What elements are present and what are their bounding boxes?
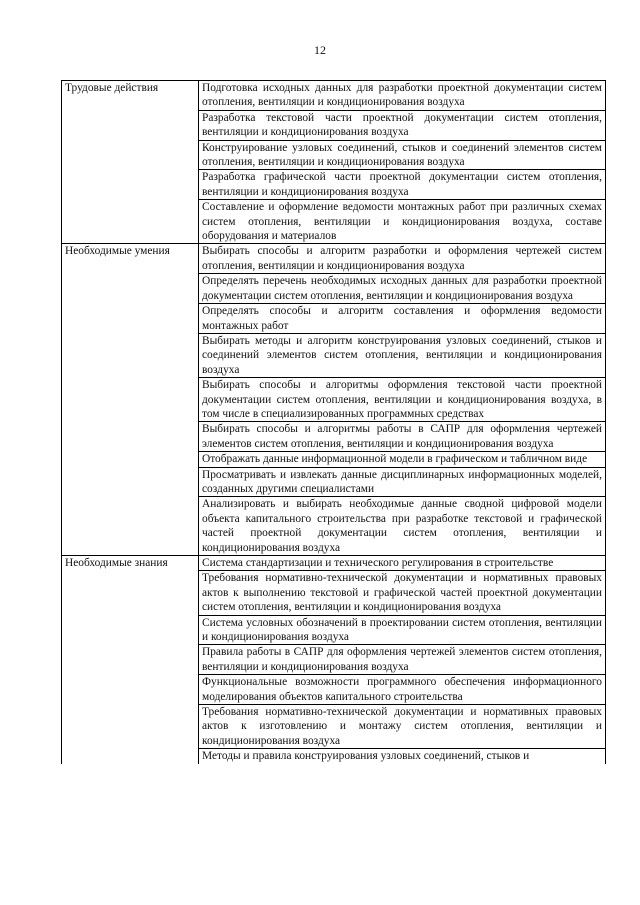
table-cell-item: Анализировать и выбирать необходимые данные сводной цифровой модели объекта капитального строительства при разработке текстовой и графической частей проектной документации систем отопления, вентиляции и кондиционирования воздуха [199, 497, 606, 556]
table-cell-item: Функциональные возможности программного обеспечения информационного моделирования объектов капитального строительства [199, 675, 606, 705]
table-cell-item: Правила работы в САПР для оформления чертежей элементов систем отопления, вентиляции и кондиционирования воздуха [199, 645, 606, 675]
table-cell-item: Составление и оформление ведомости монтажных работ при различных схемах систем отопления, вентиляции и кондиционирования воздуха, составе оборудования и материалов [199, 200, 606, 244]
section-heading-required-knowledge: Необходимые знания [62, 556, 199, 764]
section-heading-required-skills: Необходимые умения [62, 244, 199, 556]
table-cell-item: Выбирать методы и алгоритм конструирования узловых соединений, стыков и соединений элементов систем отопления, вентиляции и кондиционирования воздуха [199, 333, 606, 377]
table-cell-item: Методы и правила конструирования узловых соединений, стыков и [199, 749, 606, 764]
requirements-table [61, 80, 606, 764]
table-cell-item: Определять перечень необходимых исходных данных для разработки проектной документации систем отопления, вентиляции и кондиционирования воздуха [199, 274, 606, 304]
table-row [62, 556, 606, 571]
table-cell-item: Разработка текстовой части проектной документации систем отопления, вентиляции и кондиционирования воздуха [199, 110, 606, 140]
table-cell-item: Просматривать и извлекать данные дисциплинарных информационных моделей, созданных другими специалистами [199, 467, 606, 497]
table-cell-item: Определять способы и алгоритм составления и оформления ведомости монтажных работ [199, 304, 606, 334]
table-cell-item: Конструирование узловых соединений, стыков и соединений элементов систем отопления, вентиляции и кондиционирования воздуха [199, 140, 606, 170]
table-cell-item: Выбирать способы и алгоритмы оформления текстовой части проектной документации систем отопления, вентиляции и кондиционирования воздуха, в том числе в специализированных программных средствах [199, 378, 606, 422]
section-heading-labor-actions: Трудовые действия [62, 81, 199, 244]
table-cell-item: Отображать данные информационной модели в графическом и табличном виде [199, 452, 606, 467]
table-cell-item: Система условных обозначений в проектировании систем отопления, вентиляции и кондиционирования воздуха [199, 615, 606, 645]
table-cell-item: Разработка графической части проектной документации систем отопления, вентиляции и кондиционирования воздуха [199, 170, 606, 200]
requirements-table-body [62, 81, 606, 764]
table-cell-item: Система стандартизации и технического регулирования в строительстве [199, 556, 606, 571]
table-cell-item: Подготовка исходных данных для разработки проектной документации систем отопления, вентиляции и кондиционирования воздуха [199, 81, 606, 111]
table-cell-item: Выбирать способы и алгоритм разработки и оформления чертежей систем отопления, вентиляции и кондиционирования воздуха [199, 244, 606, 274]
table-cell-item: Требования нормативно-технической документации и нормативных правовых актов к изготовлению и монтажу систем отопления, вентиляции и кондиционирования воздуха [199, 705, 606, 749]
table-cell-item: Выбирать способы и алгоритмы работы в САПР для оформления чертежей элементов систем отопления, вентиляции и кондиционирования воздуха [199, 422, 606, 452]
table-row [62, 244, 606, 274]
table-row [62, 81, 606, 111]
page-number: 12 [314, 43, 326, 57]
table-cell-item: Требования нормативно-технической документации и нормативных правовых актов к выполнению текстовой и графической частей проектной документации систем отопления, вентиляции и кондиционирования воздуха [199, 571, 606, 615]
